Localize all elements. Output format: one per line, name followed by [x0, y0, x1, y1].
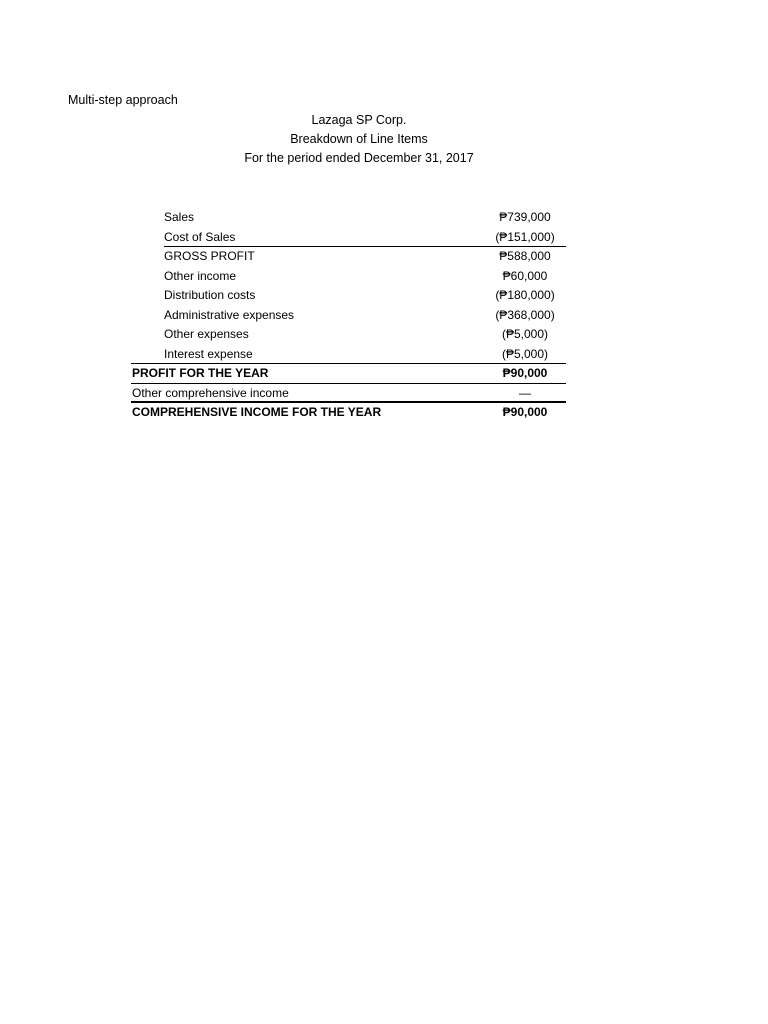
row-value: (₱368,000) — [495, 307, 555, 322]
income-statement-table — [131, 208, 566, 423]
approach-note: Multi-step approach — [68, 93, 178, 107]
report-title: Breakdown of Line Items — [290, 132, 428, 146]
row-label: Other income — [164, 268, 237, 283]
row-label: PROFIT FOR THE YEAR — [132, 366, 269, 380]
row-value: (₱180,000) — [495, 288, 555, 302]
row-label: Other comprehensive income — [132, 385, 289, 400]
row-other-expenses — [131, 325, 566, 345]
row-comprehensive-income — [131, 403, 566, 423]
row-label: Sales — [164, 210, 195, 224]
row-interest-expense — [131, 345, 566, 365]
row-value: ₱90,000 — [502, 405, 548, 419]
row-cost-of-sales — [164, 228, 566, 248]
row-administrative-expenses — [131, 306, 566, 326]
row-label: Distribution costs — [164, 288, 256, 302]
row-label: GROSS PROFIT — [164, 249, 255, 263]
row-other-comprehensive-income — [131, 384, 566, 404]
row-gross-profit — [131, 247, 566, 267]
row-value: (₱151,000) — [495, 229, 555, 244]
row-value: ₱90,000 — [502, 366, 548, 380]
row-sales — [131, 208, 566, 228]
row-label: Interest expense — [164, 346, 253, 361]
company-name: Lazaga SP Corp. — [311, 113, 407, 127]
row-value: — — [519, 385, 531, 400]
row-value: ₱588,000 — [499, 249, 551, 263]
row-profit-for-the-year — [131, 364, 566, 384]
row-value: ₱739,000 — [499, 210, 551, 224]
row-value: (₱5,000) — [501, 327, 549, 341]
row-other-income — [131, 267, 566, 287]
row-value: (₱5,000) — [501, 346, 549, 361]
row-label: Administrative expenses — [164, 307, 295, 322]
row-label: COMPREHENSIVE INCOME FOR THE YEAR — [132, 405, 382, 419]
row-label: Other expenses — [164, 327, 249, 341]
report-period: For the period ended December 31, 2017 — [244, 151, 474, 165]
row-value: ₱60,000 — [502, 268, 548, 283]
row-distribution-costs — [131, 286, 566, 306]
row-label: Cost of Sales — [164, 229, 236, 244]
